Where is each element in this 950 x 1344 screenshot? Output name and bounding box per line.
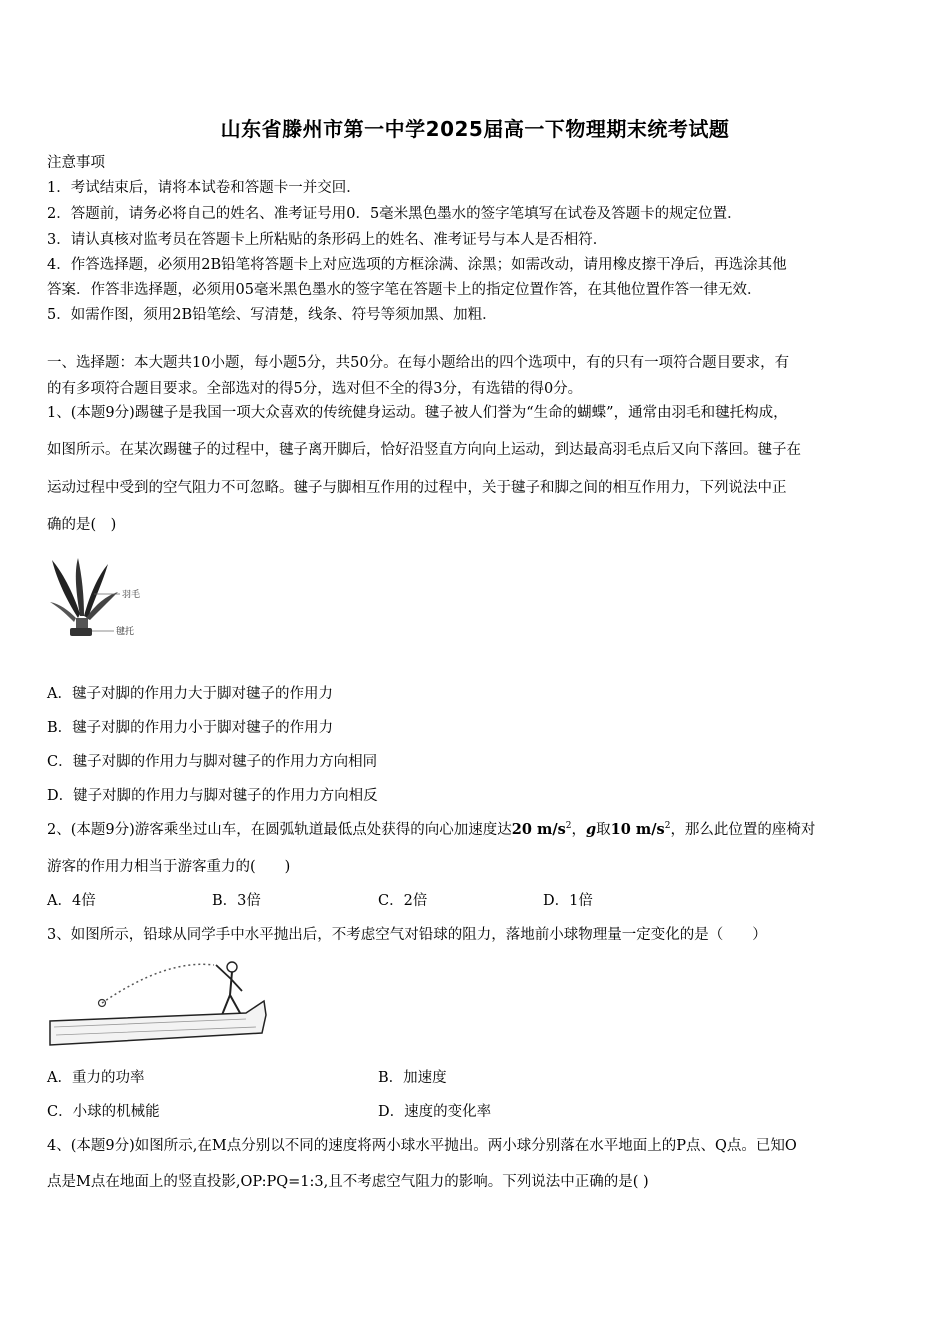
notice-item: 3．请认真核对监考员在答题卡上所粘贴的条形码上的姓名、准考证号与本人是否相符． [47, 232, 608, 248]
notice-heading: 注意事项 [47, 155, 105, 171]
notice-item: 4．作答选择题，必须用2B铅笔将答题卡上对应选项的方框涂满、涂黑；如需改动，请用橡皮擦干净后，再选涂其他 [47, 257, 787, 273]
feather-label: 羽毛 [122, 590, 141, 600]
question-3-text: 3、如图所示，铅球从同学手中水平抛出后，不考虑空气对铅球的阻力，落地前小球物理量一定变化的是（ ） [47, 927, 767, 943]
shot-put-figure [46, 955, 270, 1051]
notice-item: 1．考试结束后，请将本试卷和答题卡一并交回． [47, 180, 361, 196]
question-1-text: 如图所示。在某次踢毽子的过程中，毽子离开脚后，恰好沿竖直方向向上运动，到达最高羽毛点后又向下落回。毽子在 [47, 442, 801, 458]
exponent: 2 [565, 821, 572, 832]
q2-text-part: 2、(本题9分)游客乘坐过山车，在圆弧轨道最低点处获得的向心加速度达 [47, 822, 512, 838]
question-1-option-d: D．键子对脚的作用力与脚对毽子的作用力方向相反 [47, 788, 378, 804]
question-3-option-d: D．速度的变化率 [378, 1104, 492, 1120]
base-label: 毽托 [116, 627, 135, 637]
g-symbol: g [586, 821, 597, 838]
q2-text-part: ，那么此位置的座椅对 [670, 822, 816, 838]
question-1-text: 确的是( ) [47, 517, 117, 533]
q2-text-part: ， [571, 822, 587, 838]
notice-item: 5．如需作图，须用2B铅笔绘、写清楚，线条、符号等须加黑、加粗． [47, 307, 497, 323]
question-2-option-d: D．1倍 [543, 893, 593, 909]
question-1-text: 运动过程中受到的空气阻力不可忽略。毽子与脚相互作用的过程中，关于毽子和脚之间的相互作用力，下列说法中正 [47, 480, 787, 496]
question-2-option-b: B．3倍 [212, 893, 261, 909]
question-4-text: 点是M点在地面上的竖直投影,OP:PQ=1:3,且不考虑空气阻力的影响。下列说法中正确的是( ) [47, 1174, 649, 1190]
question-1-option-c: C．毽子对脚的作用力与脚对毽子的作用力方向相同 [47, 754, 378, 770]
question-2-text: 游客的作用力相当于游客重力的( ) [47, 859, 291, 875]
shuttlecock-figure [46, 556, 156, 642]
question-3-option-a: A．重力的功率 [47, 1070, 145, 1086]
question-3-option-c: C．小球的机械能 [47, 1104, 160, 1120]
question-2-option-c: C．2倍 [378, 893, 428, 909]
question-2-option-a: A．4倍 [47, 893, 96, 909]
notice-item: 2．答题前，请务必将自己的姓名、准考证号用0．5毫米黑色墨水的签字笔填写在试卷及答题卡的规定位置． [47, 206, 742, 222]
g-value: 10 m/s [610, 821, 665, 838]
question-1-text: 1、(本题9分)踢毽子是我国一项大众喜欢的传统健身运动。毽子被人们誉为“生命的蝴蝶”，通常由羽毛和毽托构成， [47, 405, 788, 421]
acceleration-value: 20 m/s [511, 821, 566, 838]
notice-item: 答案．作答非选择题，必须用05毫米黑色墨水的签字笔在答题卡上的指定位置作答，在其他位置作答一律无效． [47, 282, 762, 298]
section-instructions: 一、选择题：本大题共10小题，每小题5分，共50分。在每小题给出的四个选项中，有的只有一项符合题目要求，有 [47, 355, 790, 371]
question-1-option-b: B．毽子对脚的作用力小于脚对毽子的作用力 [47, 720, 334, 736]
question-4-text: 4、(本题9分)如图所示,在M点分别以不同的速度将两小球水平抛出。两小球分别落在水平地面上的P点、Q点。已知O [47, 1138, 797, 1154]
page-title: 山东省滕州市第一中学2025届高一下物理期末统考试题 [220, 117, 730, 141]
q2-text-part: 取 [596, 822, 611, 838]
question-1-option-a: A．毽子对脚的作用力大于脚对毽子的作用力 [47, 686, 333, 702]
exponent: 2 [664, 821, 671, 832]
question-2-text [47, 818, 815, 839]
section-instructions: 的有多项符合题目要求。全部选对的得5分，选对但不全的得3分，有选错的得0分。 [47, 381, 583, 397]
question-3-option-b: B．加速度 [378, 1070, 447, 1086]
